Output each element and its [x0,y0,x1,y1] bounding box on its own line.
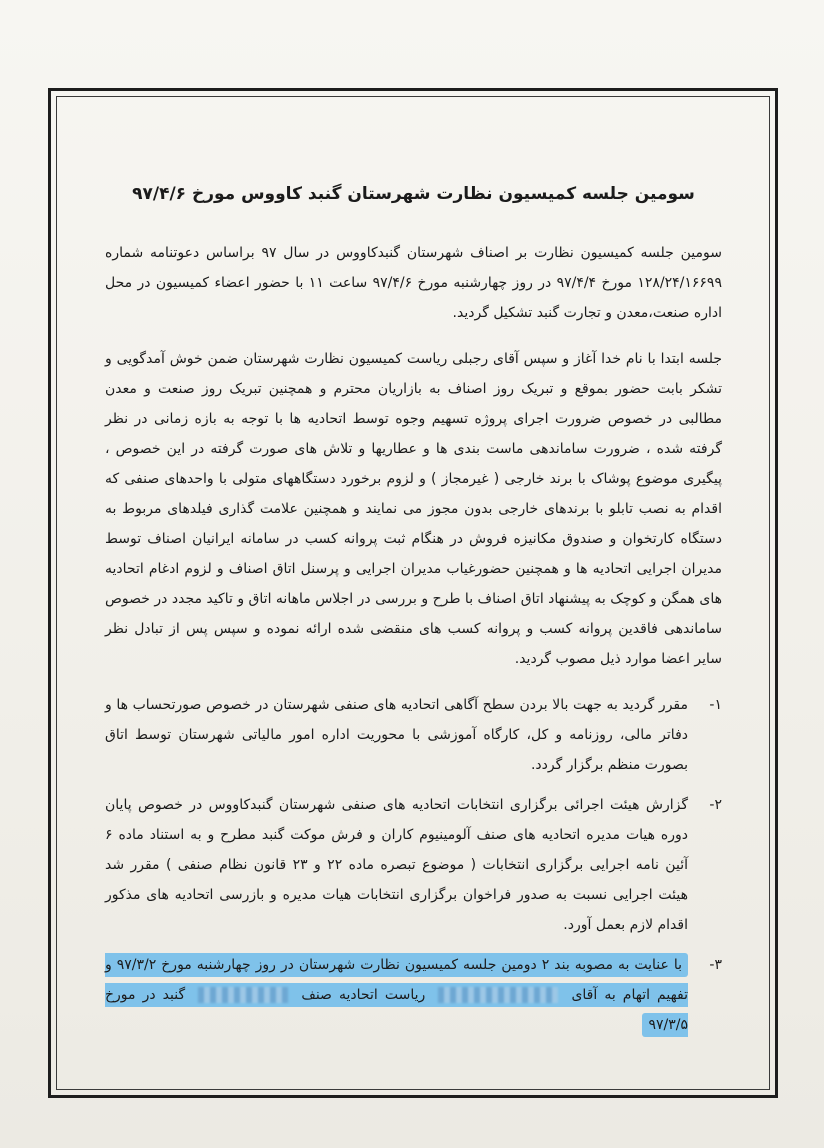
item3-part1: با عنایت به مصوبه بند ۲ دومین جلسه کمیسیون نظارت شهرستان در روز چهارشنبه مورخ ۹۷/۳/۲ و تفهیم اتهام به آقای [105,957,689,1003]
document-title: سومین جلسه کمیسیون نظارت شهرستان گنبد کاووس مورخ ۹۷/۴/۶ [132,184,695,204]
item-number: ۱- [709,697,722,713]
paragraph-meeting-summary: جلسه ابتدا با نام خدا آغاز و سپس آقای رجبلی ریاست کمیسیون نظارت شهرستان ضمن خوش آمدگویی و تشکر بابت حضور بموقع و تبریک روز اصناف به بازاریان محترم و همچنین تبریک روز صنعت و معدن مطالبی در خصوص ضرورت اجرای پروژه تسهیم وجوه توسط اتحادیه ها با توجه به بازه زمانی در نظر گرفته شده ، ضرورت ساماندهی ماست بندی ها و عطاریها و تلاش های صورت گرفته در این خصوص ، پیگیری موضوع پوشاک با برند خارجی ( غیرمجاز ) و لزوم برخورد دستگاههای متولی با واحدهای صنفی که اقدام به نصب تابلو با برندهای خارجی بدون مجوز می نمایند و همچنین علامت گذاری فیلدهای مربوط به دستگاه کارتخوان و صندوق مکانیزه فروش در هنگام ثبت پروانه کسب در سامانه ایرانیان اصناف توسط مدیران اجرایی اتحادیه ها و همچنین حضورغیاب مدیران اجرایی و پرسنل اتاق اصناف و لزوم ادغام اتحادیه های همگن و کوچک به پیشنهاد اتاق اصناف با طرح و بررسی در اجلاس ماهانه اتاق و تاکید مجدد در خصوص ساماندهی فاقدین پروانه کسب و پروانه کسب های منقضی شده ارائه نموده و سپس پس از تبادل نظر سایر اعضا موارد ذیل مصوب گردید. [105,351,722,667]
resolution-item-3 [105,950,722,1040]
resolution-item-2 [105,790,722,940]
item-number: ۲- [709,797,722,813]
redacted-guild [198,987,288,1003]
resolution-item-1 [105,690,722,780]
paragraph-intro: سومین جلسه کمیسیون نظارت بر اصناف شهرستان گنبدکاووس در سال ۹۷ براساس دعوتنامه شماره ۱۲۸/۲۴/۱۶۶۹۹ مورخ ۹۷/۴/۴ در روز چهارشنبه مورخ ۹۷/۴/۶ ساعت ۱۱ با حضور اعضاء کمیسیون در محل اداره صنعت،معدن و تجارت گنبد تشکیل گردید. [105,245,722,321]
item-text: مقرر گردید به جهت بالا بردن سطح آگاهی اتحادیه های صنفی شهرستان در خصوص صورتحساب ها و دفاتر مالی، روزنامه و کل، کارگاه آموزشی با محوریت اداره امور مالیاتی شهرستان توسط اتاق بصورت منظم برگزار گردد. [105,697,688,773]
item-text-highlighted [105,950,688,1040]
highlight-marker [105,953,688,1037]
redacted-name [438,987,558,1003]
item-number: ۳- [709,957,722,973]
item3-part3: گنبد در مورخ ۹۷/۳/۵ [105,987,688,1033]
item-text: گزارش هیئت اجرائی برگزاری انتخابات اتحادیه های صنفی شهرستان گنبدکاووس در خصوص پایان دوره هیات مدیره اتحادیه های صنف آلومینیوم کاران و فرش موکت گنبد مطرح و به استناد ماده ۶ آئین نامه اجرایی برگزاری انتخابات ( موضوع تبصره ماده ۲۲ و ۲۳ قانون نظام صنفی ) مقرر شد هیئت اجرایی نسبت به صدور فراخوان برگزاری انتخابات هیات مدیره و بازرسی اتحادیه های مذکور اقدام لازم بعمل آورد. [105,797,688,933]
item3-part2: ریاست اتحادیه صنف [301,987,426,1003]
document-body [105,170,722,1050]
